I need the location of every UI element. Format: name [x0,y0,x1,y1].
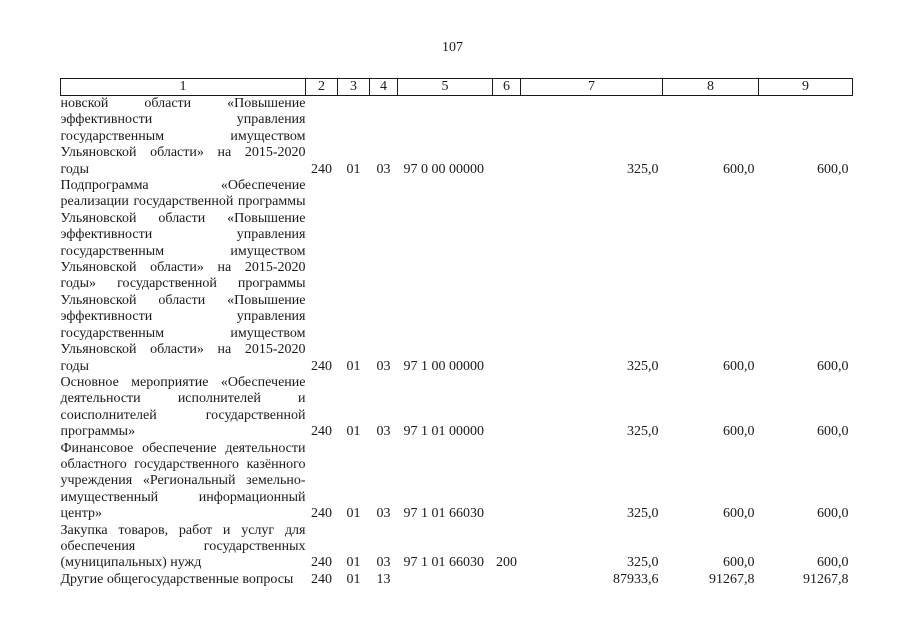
row-target-code: 97 1 00 00000 [403,358,484,374]
row-name: Закупка товаров, работ и услуг для обеспечения государственных (муниципальных) нужд [60,522,306,571]
row-amount-col7: 325,0 [627,555,659,571]
row-target-code: 97 0 00 00000 [403,161,484,177]
header-col-4: 4 [370,79,398,96]
row-amount-col7: 325,0 [627,358,659,374]
row-ministry-code: 240 [311,571,332,587]
row-name: Подпрограмма «Обеспечение реализации государственной программы Ульяновской области «Повышение эффективности управления государственным имуществом Ульяновской области» на 2015-2020 годы» государственной программы Ульяновской области «Повышение эффективности управления государственным имуществом Ульяновской области» на 2015-2020 годы [60,178,306,374]
table-row [61,375,853,441]
row-amount-col8: 600,0 [723,358,755,374]
row-section-code: 01 [346,506,361,522]
row-expense-type [493,441,521,523]
row-expense-type [493,178,521,375]
row-name: Другие общегосударственные вопросы [60,571,294,587]
table-row [61,523,853,572]
table-row [61,96,853,179]
row-amount-col8: 600,0 [723,424,755,440]
row-target-code: 97 1 01 66030 [403,506,484,522]
header-col-1: 1 [61,79,306,96]
row-amount-col7: 325,0 [627,161,659,177]
row-amount-col8: 600,0 [723,555,755,571]
row-name: Финансовое обеспечение деятельности областного государственного казённого учреждения «Региональный земельно-имущественный информационный центр» [60,440,306,522]
row-expense-type [493,96,521,179]
row-expense-type [493,572,521,588]
row-ministry-code: 240 [311,358,332,374]
row-section-code: 01 [346,358,361,374]
row-amount-col8: 600,0 [723,506,755,522]
header-col-3: 3 [338,79,370,96]
row-target-code: 97 1 01 66030 [403,555,484,571]
row-amount-col9: 600,0 [817,506,849,522]
header-row [61,79,853,96]
header-col-2: 2 [306,79,338,96]
budget-table [60,78,853,588]
row-subsection-code: 03 [376,506,391,522]
row-amount-col8: 91267,8 [709,571,755,587]
table-header [61,79,853,96]
row-amount-col7: 325,0 [627,424,659,440]
table-row [61,178,853,375]
row-amount-col9: 91267,8 [803,571,849,587]
row-amount-col9: 600,0 [817,358,849,374]
row-amount-col9: 600,0 [817,161,849,177]
row-subsection-code: 03 [376,555,391,571]
header-col-7: 7 [521,79,663,96]
row-amount-col7: 87933,6 [613,571,659,587]
row-amount-col8: 600,0 [723,161,755,177]
header-col-6: 6 [493,79,521,96]
table-row [61,572,853,588]
row-target-code: 97 1 01 00000 [403,424,484,440]
row-section-code: 01 [346,424,361,440]
page-number: 107 [442,40,463,55]
row-section-code: 01 [346,571,361,587]
row-expense-type: 200 [496,555,517,571]
row-section-code: 01 [346,161,361,177]
row-amount-col9: 600,0 [817,424,849,440]
row-section-code: 01 [346,555,361,571]
header-col-8: 8 [663,79,759,96]
table-row [61,441,853,523]
row-name: Основное мероприятие «Обеспечение деятельности исполнителей и соисполнителей государственной программы» [60,374,306,440]
row-ministry-code: 240 [311,424,332,440]
row-ministry-code: 240 [311,506,332,522]
row-subsection-code: 03 [376,358,391,374]
row-amount-col9: 600,0 [817,555,849,571]
row-ministry-code: 240 [311,161,332,177]
row-amount-col7: 325,0 [627,506,659,522]
row-ministry-code: 240 [311,555,332,571]
row-expense-type [493,375,521,441]
row-target-code [398,572,493,588]
row-subsection-code: 13 [376,571,391,587]
table-body [61,96,853,589]
row-subsection-code: 03 [376,424,391,440]
header-col-9: 9 [759,79,853,96]
header-col-5: 5 [398,79,493,96]
row-subsection-code: 03 [376,161,391,177]
row-name: новской области «Повышение эффективности управления государственным имуществом Ульяновской области» на 2015-2020 годы [60,96,306,177]
